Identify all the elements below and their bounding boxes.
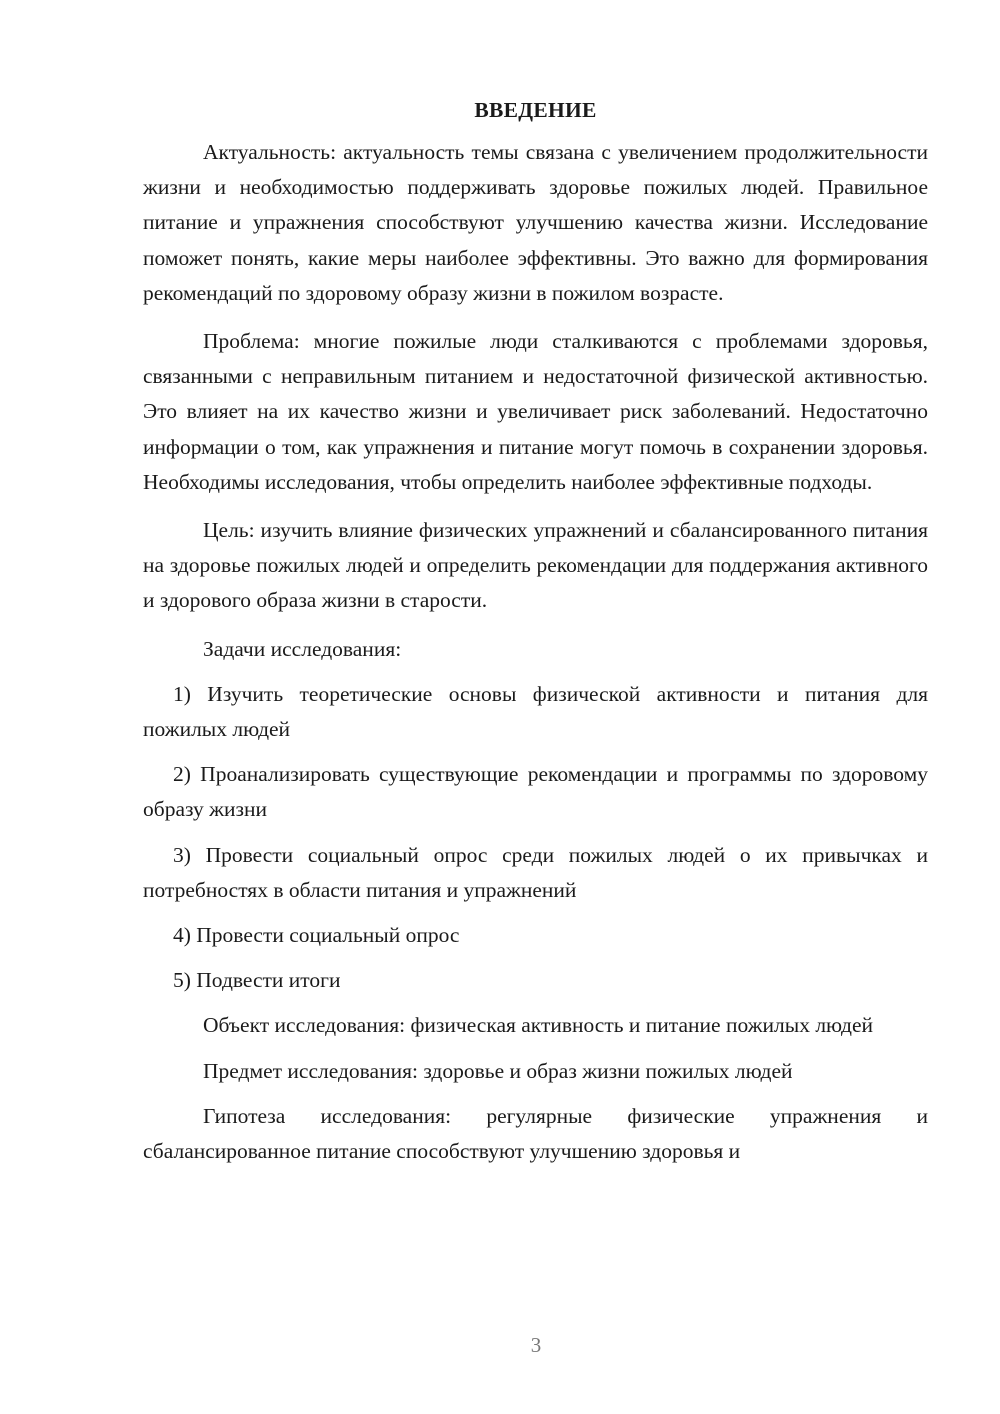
paragraph-relevance: Актуальность: актуальность темы связана с увеличением продолжительности жизни и необходимостью поддерживать здоровье пожилых людей. Правильное питание и упражнения способствуют улучшению качества жизни. Исследование поможет понять, какие меры наиболее эффективны. Это важно для формирования рекомендаций по здоровому образу жизни в пожилом возрасте. [143,140,928,305]
paragraph-goal: Цель: изучить влияние физических упражнений и сбалансированного питания на здоровье пожилых людей и определить рекомендации для поддержания активного и здорового образа жизни в старости. [143,518,928,613]
task-item-2: 2) Проанализировать существующие рекомендации и программы по здоровому образу жизни [143,762,928,822]
task-item-4: 4) Провести социальный опрос [173,923,460,948]
tasks-list [143,677,928,999]
paragraph-subject: Предмет исследования: здоровье и образ жизни пожилых людей [203,1058,793,1083]
page-content [143,95,928,1182]
page-number: 3 [530,1333,542,1357]
paragraph-object: Объект исследования: физическая активность и питание пожилых людей [203,1013,874,1038]
paragraph-hypothesis: Гипотеза исследования: регулярные физические упражнения и сбалансированное питание способствуют улучшению здоровья и [143,1103,928,1164]
task-item-1: 1) Изучить теоретические основы физической активности и питания для пожилых людей [143,681,928,742]
task-item-5: 5) Подвести итоги [173,968,341,993]
paragraph-problem: Проблема: многие пожилые люди сталкиваются с проблемами здоровья, связанными с неправильным питанием и недостаточной физической активностью. Это влияет на их качество жизни и увеличивает риск заболеваний. Недостаточно информации о том, как упражнения и питание могут помочь в сохранении здоровья. Необходимы исследования, чтобы определить наиболее эффективные подходы. [143,329,928,494]
tasks-heading: Задачи исследования: [203,636,402,661]
task-item-3: 3) Провести социальный опрос среди пожилых людей о их привычках и потребностях в области питания и упражнений [143,842,928,902]
section-title: ВВЕДЕНИЕ [474,98,597,122]
